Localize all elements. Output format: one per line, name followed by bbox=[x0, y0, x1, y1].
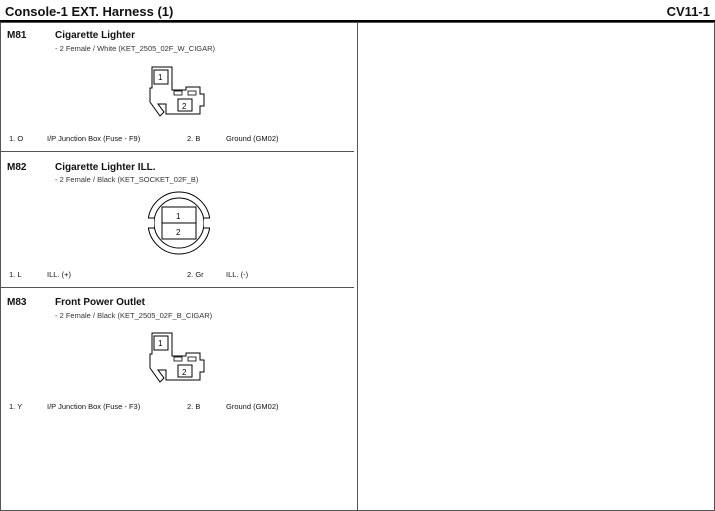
connector-diagram-m81 bbox=[140, 62, 210, 122]
connector-description: - 2 Female / White (KET_2505_02F_W_CIGAR) bbox=[55, 44, 216, 53]
page-title: Console-1 EXT. Harness (1) bbox=[5, 4, 174, 19]
connector-id: M81 bbox=[7, 30, 27, 41]
page-code: CV11-1 bbox=[666, 4, 710, 19]
pin-number: 1. O bbox=[9, 134, 24, 143]
connector-name: Cigarette Lighter bbox=[55, 30, 136, 41]
connector-id: M83 bbox=[7, 297, 27, 308]
pin-number: 1. Y bbox=[9, 402, 23, 411]
column-divider bbox=[357, 22, 358, 511]
cavity-label: 2 bbox=[182, 102, 187, 111]
connector-name: Front Power Outlet bbox=[55, 297, 145, 308]
section-divider bbox=[0, 151, 354, 152]
pin-description: Ground (GM02) bbox=[226, 134, 279, 143]
pin-description: I/P Junction Box (Fuse - F9) bbox=[47, 134, 141, 143]
connector-id: M82 bbox=[7, 162, 27, 173]
connector-diagram-m82 bbox=[142, 190, 216, 256]
cavity-label: 2 bbox=[176, 228, 181, 237]
pin-description: I/P Junction Box (Fuse - F3) bbox=[47, 402, 141, 411]
cavity-label: 1 bbox=[158, 339, 163, 348]
cavity-label: 1 bbox=[158, 73, 163, 82]
connector-description: - 2 Female / Black (KET_SOCKET_02F_B) bbox=[55, 175, 199, 184]
pin-number: 2. Gr bbox=[187, 270, 204, 279]
section-divider bbox=[0, 287, 354, 288]
connector-diagram-m83 bbox=[140, 328, 210, 388]
connector-description: - 2 Female / Black (KET_2505_02F_B_CIGAR) bbox=[55, 311, 213, 320]
page-header bbox=[0, 0, 715, 22]
connector-name: Cigarette Lighter ILL. bbox=[55, 162, 156, 173]
pin-description: ILL. (-) bbox=[226, 270, 249, 279]
pin-description: Ground (GM02) bbox=[226, 402, 279, 411]
cavity-label: 2 bbox=[182, 368, 187, 377]
pin-number: 2. B bbox=[187, 134, 201, 143]
pin-number: 1. L bbox=[9, 270, 22, 279]
pin-number: 2. B bbox=[187, 402, 201, 411]
pin-description: ILL. (+) bbox=[47, 270, 71, 279]
cavity-label: 1 bbox=[176, 212, 181, 221]
